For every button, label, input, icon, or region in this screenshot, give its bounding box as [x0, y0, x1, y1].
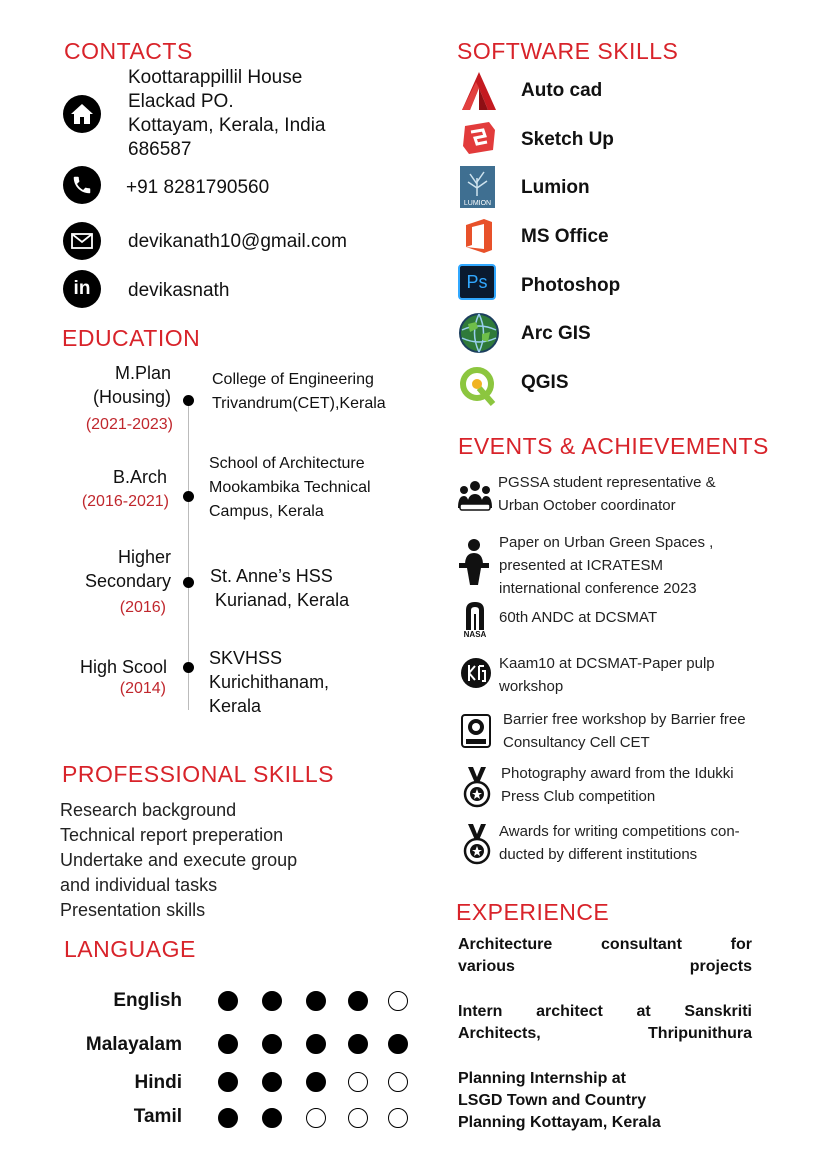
- institution: [210, 564, 349, 612]
- institution-line: School of Architecture: [209, 455, 365, 472]
- education-heading: EDUCATION: [62, 325, 201, 351]
- event-line: 60th ANDC at DCSMAT: [499, 609, 658, 626]
- software-name: Photoshop: [521, 275, 621, 296]
- address-line: 686587: [128, 139, 192, 160]
- address: [128, 66, 326, 162]
- event-item: [501, 762, 734, 808]
- institution-line: Mookambika Technical: [209, 479, 371, 496]
- address-line: Koottarappillil House: [128, 67, 303, 88]
- rating-dot-filled: [218, 1108, 238, 1128]
- event-line: Awards for writing competitions con-: [499, 823, 740, 840]
- rating-dot-empty: [388, 1108, 408, 1128]
- event-item: [499, 606, 657, 629]
- experience-line: various projects: [458, 958, 752, 975]
- institution-line: SKVHSS: [209, 648, 283, 668]
- rating-dot-filled: [348, 991, 368, 1011]
- rating-dot-filled: [262, 1072, 282, 1092]
- software-name: Arc GIS: [521, 323, 591, 344]
- event-item: [499, 820, 740, 866]
- institution-line: Kerala: [209, 696, 262, 716]
- institution-line: Trivandrum(CET),Kerala: [212, 395, 386, 412]
- event-line: Consultancy Cell CET: [503, 734, 650, 751]
- degree-year: (2014): [119, 680, 166, 697]
- rating-dot-filled: [306, 1034, 326, 1054]
- software-name: Lumion: [521, 177, 590, 198]
- rating-dot-empty: [388, 1072, 408, 1092]
- event-line: Barrier free workshop by Barrier free: [503, 711, 746, 728]
- event-line: Photography award from the Idukki: [501, 765, 734, 782]
- event-line: ducted by different institutions: [499, 846, 698, 863]
- institution: [209, 646, 329, 718]
- language-heading: LANGUAGE: [64, 936, 196, 962]
- rating-dot-filled: [218, 1072, 238, 1092]
- institution-line: St. Anne’s HSS: [210, 566, 333, 586]
- event-line: PGSSA student representative &: [498, 474, 716, 491]
- skill-item: Undertake and execute group: [60, 850, 298, 870]
- rating-dot-filled: [218, 991, 238, 1011]
- phone-icon: [63, 166, 101, 204]
- medal-icon: [462, 822, 492, 866]
- rating-dot-filled: [262, 991, 282, 1011]
- barrier-free-logo-icon: [460, 713, 492, 749]
- degree-line: M.Plan: [114, 363, 171, 383]
- event-line: international conference 2023: [499, 580, 697, 597]
- language-name: Hindi: [134, 1072, 182, 1093]
- medal-icon: [462, 765, 492, 809]
- software-name: Auto cad: [521, 80, 603, 101]
- degree-title: [31, 545, 171, 593]
- email-address[interactable]: devikanath10@gmail.com: [128, 231, 347, 252]
- rating-dot-empty: [348, 1108, 368, 1128]
- rating-dot-filled: [306, 1072, 326, 1092]
- timeline-dot: [183, 491, 194, 502]
- language-name: Malayalam: [85, 1034, 182, 1055]
- skill-item: Research background: [60, 800, 237, 820]
- event-line: workshop: [499, 678, 564, 695]
- address-line: Elackad PO.: [128, 91, 234, 112]
- skill-item: and individual tasks: [60, 875, 218, 895]
- degree-line: High Scool: [79, 657, 167, 677]
- professional-skills-list: [60, 798, 297, 923]
- degree-line: Secondary: [84, 571, 171, 591]
- institution-line: Kurichithanam,: [209, 672, 330, 692]
- software-name: MS Office: [521, 226, 609, 247]
- degree-year: (2016): [119, 599, 166, 616]
- rating-dot-empty: [306, 1108, 326, 1128]
- rating-dot-filled: [218, 1034, 238, 1054]
- degree-line: B.Arch: [112, 467, 167, 487]
- rating-dot-empty: [348, 1072, 368, 1092]
- group-people-icon: [457, 478, 493, 514]
- experience-line: Planning Kottayam, Kerala: [458, 1114, 661, 1131]
- event-item: [503, 708, 746, 754]
- degree-line: (Housing): [92, 387, 171, 407]
- contacts-heading: CONTACTS: [64, 38, 193, 64]
- rating-dot-filled: [262, 1034, 282, 1054]
- event-item: [498, 471, 716, 517]
- phone-number[interactable]: +91 8281790560: [126, 177, 270, 198]
- email-icon: [63, 222, 101, 260]
- experience-item: [458, 934, 752, 978]
- event-line: Kaam10 at DCSMAT-Paper pulp: [499, 655, 715, 672]
- linkedin-icon: in: [63, 270, 101, 308]
- linkedin-handle[interactable]: devikasnath: [128, 280, 230, 301]
- timeline-dot: [183, 577, 194, 588]
- photoshop-icon: Ps: [458, 264, 496, 300]
- institution-line: College of Engineering: [212, 371, 374, 388]
- events-heading: EVENTS & ACHIEVEMENTS: [458, 433, 769, 459]
- experience-line: Intern architect at Sanskriti: [458, 1003, 752, 1020]
- experience-line: Planning Internship at: [458, 1070, 627, 1087]
- arcgis-icon: [458, 312, 500, 354]
- event-item: [499, 531, 713, 600]
- sketchup-icon: [461, 120, 497, 156]
- degree-line: Higher: [117, 547, 171, 567]
- experience-item: [458, 1068, 752, 1134]
- experience-heading: EXPERIENCE: [456, 899, 610, 925]
- nasa-logo-icon: [462, 600, 488, 640]
- institution: [212, 368, 386, 416]
- language-name: English: [113, 990, 182, 1011]
- lumion-logo-text: LUMION: [463, 200, 492, 207]
- rating-dot-filled: [348, 1034, 368, 1054]
- event-line: Press Club competition: [501, 788, 656, 805]
- lumion-icon: [460, 166, 495, 208]
- experience-line: Architecture consultant for: [458, 936, 752, 953]
- nasa-logo-text: NASA: [463, 630, 487, 639]
- degree-title: [27, 465, 167, 489]
- institution-line: Campus, Kerala: [209, 503, 324, 520]
- qgis-icon: [459, 366, 497, 406]
- address-line: Kottayam, Kerala, India: [128, 115, 326, 136]
- home-icon: [63, 95, 101, 133]
- event-line: Paper on Urban Green Spaces ,: [499, 534, 714, 551]
- ms-office-icon: [462, 218, 496, 254]
- skill-item: Presentation skills: [60, 900, 206, 920]
- autocad-icon: [460, 70, 498, 112]
- timeline-dot: [183, 395, 194, 406]
- institution-line: Kurianad, Kerala: [210, 590, 350, 610]
- rating-dot-empty: [388, 991, 408, 1011]
- degree-title: [31, 361, 171, 409]
- event-line: presented at ICRATESM: [499, 557, 663, 574]
- software-name: Sketch Up: [521, 129, 614, 150]
- rating-dot-filled: [388, 1034, 408, 1054]
- rating-dot-filled: [262, 1108, 282, 1128]
- timeline-dot: [183, 662, 194, 673]
- software-skills-heading: SOFTWARE SKILLS: [457, 38, 679, 64]
- degree-title: [27, 655, 167, 679]
- experience-line: Architects, Thripunithura: [458, 1025, 752, 1042]
- professional-skills-heading: PROFESSIONAL SKILLS: [62, 761, 334, 787]
- experience-item: [458, 1001, 752, 1045]
- institution: [209, 452, 371, 524]
- skill-item: Technical report preperation: [60, 825, 284, 845]
- experience-line: LSGD Town and Country: [458, 1092, 647, 1109]
- kaam10-logo-icon: [460, 657, 492, 689]
- degree-year: (2021-2023): [85, 416, 173, 433]
- rating-dot-filled: [306, 991, 326, 1011]
- software-name: QGIS: [521, 372, 569, 393]
- speaker-podium-icon: [457, 537, 491, 587]
- language-name: Tamil: [133, 1106, 182, 1127]
- degree-year: (2016-2021): [81, 493, 169, 510]
- event-item: [499, 652, 715, 698]
- event-line: Urban October coordinator: [498, 497, 676, 514]
